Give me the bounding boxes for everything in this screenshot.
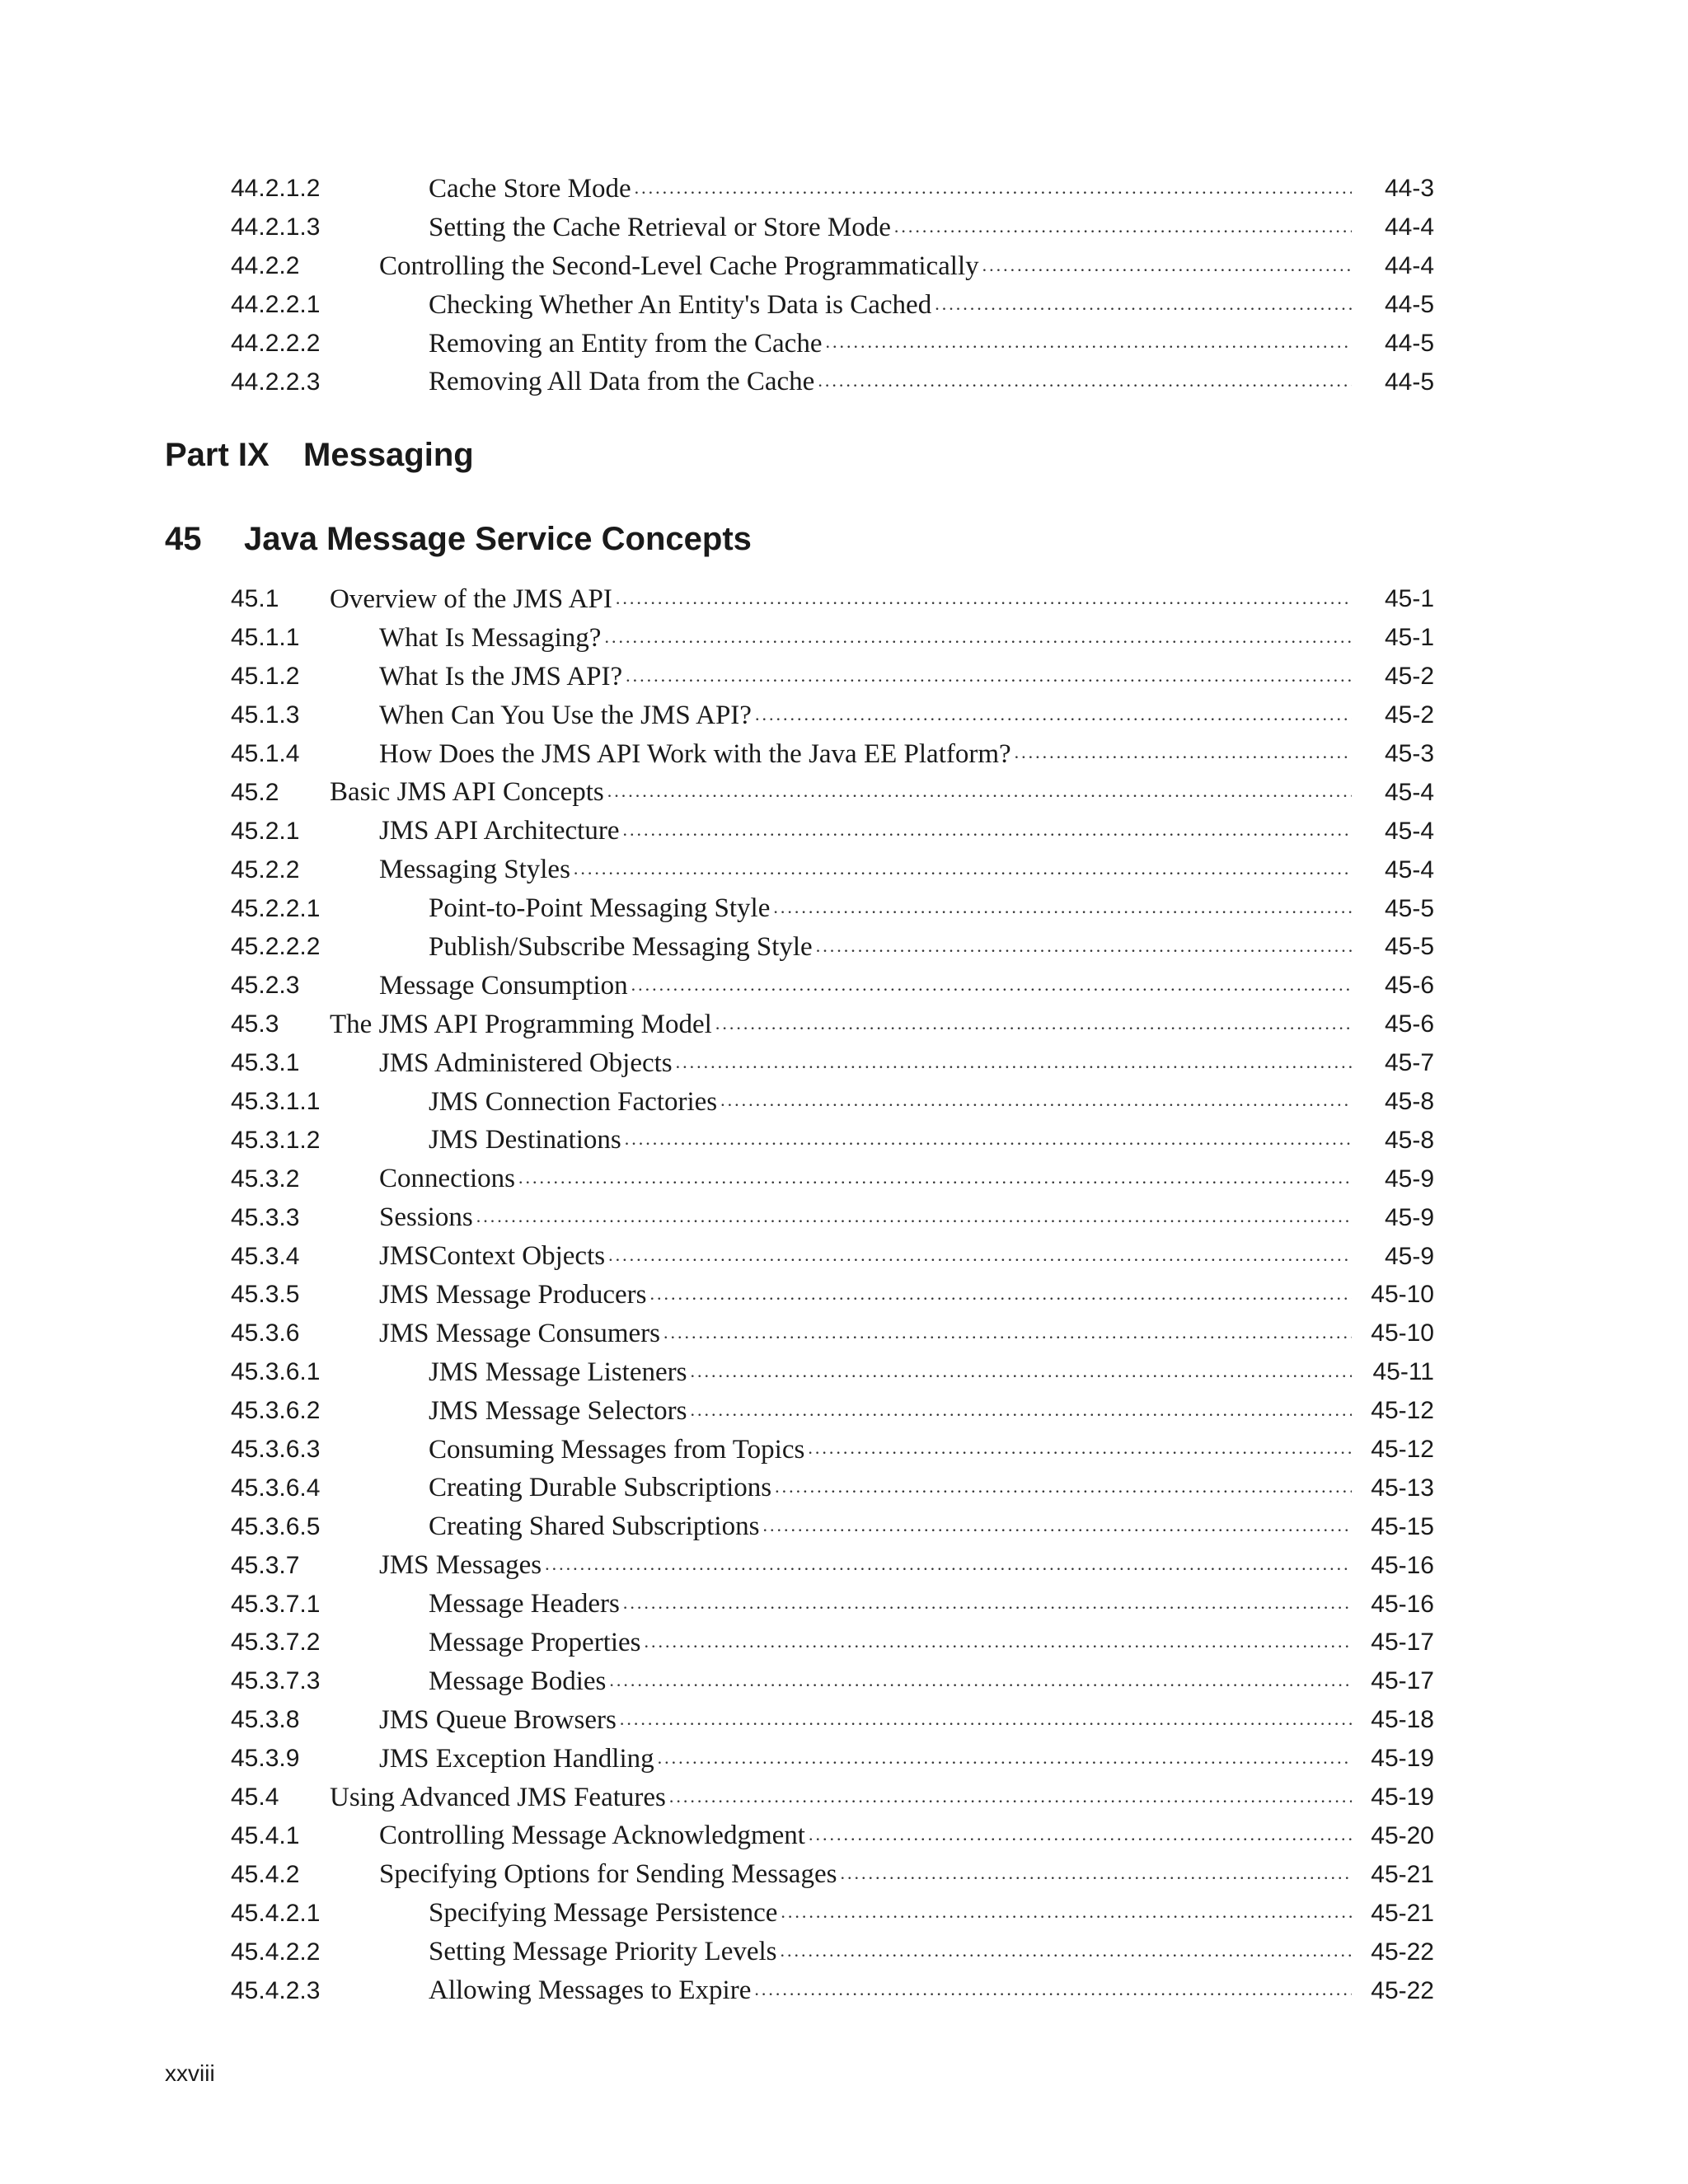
toc-entry-page: 45-4 [1384, 778, 1434, 806]
toc-entry-number: 45.1.3 [231, 701, 300, 729]
toc-entry-line [379, 696, 1352, 735]
toc-entry-line [429, 1469, 1352, 1507]
toc-entry-page: 45-18 [1371, 1706, 1434, 1734]
dot-leader [935, 293, 1352, 325]
toc-entry-line [330, 1005, 1352, 1044]
toc-entry-number: 45.4.2.3 [231, 1976, 321, 2004]
toc-entry-title: Creating Shared Subscriptions [429, 1511, 762, 1542]
toc-entry[interactable] [231, 1971, 1434, 2010]
toc-entry-line [429, 889, 1352, 928]
toc-entry-title: Message Bodies [429, 1666, 609, 1697]
toc-entry[interactable] [231, 1933, 1434, 1971]
dot-leader [574, 858, 1352, 889]
toc-entry[interactable] [231, 247, 1434, 286]
dot-leader [809, 1824, 1352, 1855]
toc-entry-page: 45-2 [1384, 663, 1434, 691]
toc-entry-number: 44.2.2.2 [231, 330, 321, 357]
toc-entry-page: 45-22 [1371, 1976, 1434, 2004]
toc-entry[interactable] [231, 1701, 1434, 1740]
toc-entry-line [429, 170, 1352, 209]
toc-entry-line [429, 1507, 1352, 1546]
toc-entry-line [429, 1624, 1352, 1662]
dot-leader [669, 1786, 1352, 1817]
toc-entry-title: JMS API Architecture [379, 816, 622, 846]
toc-entry-title: Messaging Styles [379, 855, 574, 885]
toc-entry-title: Overview of the JMS API [330, 584, 616, 615]
toc-entry[interactable] [231, 851, 1434, 889]
dot-leader [649, 1283, 1352, 1315]
toc-entry-number: 45.2.2 [231, 855, 300, 883]
toc-entry-title: Message Headers [429, 1589, 623, 1619]
toc-entry-title: Connections [379, 1164, 518, 1194]
toc-entry-title: JMS Message Listeners [429, 1357, 690, 1388]
chapter-number: 45 [165, 521, 202, 557]
toc-entry-title: Using Advanced JMS Features [330, 1783, 669, 1813]
toc-entry[interactable] [231, 928, 1434, 967]
dot-leader [609, 1670, 1352, 1701]
toc-entry[interactable] [231, 209, 1434, 247]
toc-entry-line [429, 1121, 1352, 1160]
dot-leader [604, 626, 1352, 658]
dot-leader [781, 1901, 1352, 1933]
chapter-title: Java Message Service Concepts [244, 521, 752, 557]
toc-entry-page: 45-6 [1384, 1010, 1434, 1038]
toc-entry-page: 45-16 [1371, 1551, 1434, 1579]
dot-leader [658, 1747, 1352, 1779]
toc-entry-page: 45-5 [1384, 894, 1434, 922]
dot-leader [607, 780, 1352, 812]
toc-entry-number: 45.3.7.3 [231, 1667, 321, 1695]
toc-entry-number: 45.3.7.2 [231, 1629, 321, 1657]
toc-entry[interactable] [231, 658, 1434, 696]
toc-entry-page: 45-17 [1371, 1629, 1434, 1657]
dot-leader [715, 1013, 1352, 1044]
dot-leader [818, 370, 1352, 401]
toc-entry[interactable] [231, 1005, 1434, 1044]
toc-entry-number: 44.2.2.3 [231, 368, 321, 396]
dot-leader [808, 1437, 1352, 1469]
toc-entry-page: 45-15 [1371, 1512, 1434, 1540]
toc-entry-line [379, 1315, 1352, 1353]
toc-entry-title: How Does the JMS API Work with the Java EE Platform? [379, 739, 1015, 770]
toc-entry-page: 45-10 [1371, 1281, 1434, 1309]
toc-entry-title: JMS Message Selectors [429, 1396, 690, 1427]
toc-entry[interactable] [231, 1624, 1434, 1662]
dot-leader [545, 1554, 1352, 1585]
toc-entry[interactable] [231, 1740, 1434, 1779]
toc-entry-title: Removing an Entity from the Cache [429, 329, 825, 359]
dot-leader [755, 704, 1352, 735]
toc-entry[interactable] [231, 1817, 1434, 1856]
toc-entry-title: JMS Messages [379, 1550, 545, 1581]
toc-entry-line [379, 1855, 1352, 1894]
dot-leader [663, 1322, 1352, 1353]
toc-entry-line [429, 1083, 1352, 1122]
toc-entry-line [379, 1237, 1352, 1276]
toc-entry-number: 45.1 [231, 585, 279, 613]
toc-entry-page: 44-3 [1384, 175, 1434, 203]
toc-entry-page: 45-20 [1371, 1821, 1434, 1849]
toc-entry-page: 45-12 [1371, 1436, 1434, 1464]
toc-entry-line [379, 967, 1352, 1005]
toc-entry-page: 45-7 [1384, 1049, 1434, 1077]
toc-entry[interactable] [231, 580, 1434, 619]
page-folio: xxviii [165, 2060, 215, 2086]
toc-entry[interactable] [231, 696, 1434, 735]
dot-leader [816, 935, 1352, 967]
toc-entry-line [379, 1044, 1352, 1083]
toc-entry-title: What Is Messaging? [379, 623, 604, 654]
toc-entry-line [429, 1431, 1352, 1469]
toc-entry-page: 45-1 [1384, 585, 1434, 613]
toc-entry-page: 45-5 [1384, 933, 1434, 961]
toc-entry-title: Consuming Messages from Topics [429, 1435, 808, 1465]
dot-leader [518, 1167, 1352, 1198]
toc-entry-page: 45-17 [1371, 1667, 1434, 1695]
toc-entry-page: 45-1 [1384, 624, 1434, 652]
toc-entry-title: Specifying Options for Sending Messages [379, 1859, 840, 1890]
toc-entry-title: Publish/Subscribe Messaging Style [429, 932, 816, 963]
toc-entry[interactable] [231, 1431, 1434, 1469]
toc-entry-page: 45-16 [1371, 1590, 1434, 1618]
toc-entry-line [429, 325, 1352, 363]
dot-leader [631, 974, 1352, 1005]
toc-entry-line [379, 658, 1352, 696]
toc-entry[interactable] [231, 325, 1434, 363]
toc-entry[interactable] [231, 286, 1434, 325]
dot-leader [608, 1244, 1352, 1276]
toc-entry[interactable] [231, 1894, 1434, 1933]
toc-entry-line [379, 735, 1352, 774]
toc-entry-page: 45-4 [1384, 817, 1434, 845]
toc-entry-number: 45.3.8 [231, 1706, 300, 1734]
toc-entry[interactable] [231, 1779, 1434, 1817]
toc-entry-title: Checking Whether An Entity's Data is Cached [429, 290, 935, 321]
dot-leader [690, 1399, 1352, 1431]
toc-entry-line [429, 286, 1352, 325]
toc-entry-page: 45-9 [1384, 1203, 1434, 1231]
toc-entry[interactable] [231, 1083, 1434, 1122]
dot-leader [720, 1090, 1352, 1121]
toc-entry-line [429, 1933, 1352, 1971]
toc-entry-title: JMS Administered Objects [379, 1048, 676, 1079]
toc-entry-number: 44.2.1.3 [231, 213, 321, 241]
toc-entry[interactable] [231, 1237, 1434, 1276]
toc-entry-page: 45-12 [1371, 1397, 1434, 1425]
toc-entry-line [429, 928, 1352, 967]
toc-entry-number: 45.3.9 [231, 1745, 300, 1773]
toc-entry-line [379, 247, 1352, 286]
toc-entry-number: 44.2.1.2 [231, 175, 321, 203]
toc-entry-page: 44-5 [1384, 330, 1434, 357]
toc-entry[interactable] [231, 1392, 1434, 1431]
toc-entry-page: 45-2 [1384, 701, 1434, 729]
part-title: Messaging [303, 437, 474, 473]
toc-entry[interactable] [231, 1855, 1434, 1894]
toc-entry-number: 45.2 [231, 778, 279, 806]
toc-entry[interactable] [231, 1507, 1434, 1546]
toc-entry-line [379, 1701, 1352, 1740]
toc-entry-number: 45.3 [231, 1010, 279, 1038]
toc-entry-line [379, 1276, 1352, 1315]
toc-entry-title: JMS Queue Browsers [379, 1705, 620, 1736]
toc-entry-page: 45-9 [1384, 1165, 1434, 1193]
dot-leader [690, 1361, 1352, 1392]
toc-entry-title: Cache Store Mode [429, 174, 635, 204]
toc-entry[interactable] [231, 170, 1434, 209]
dot-leader [676, 1052, 1352, 1083]
toc-entry-title: Removing All Data from the Cache [429, 367, 818, 397]
toc-entry-title: JMS Connection Factories [429, 1087, 720, 1118]
toc-entry-number: 45.3.6.3 [231, 1436, 321, 1464]
toc-entry-number: 45.3.7.1 [231, 1590, 321, 1618]
toc-entry-number: 45.1.2 [231, 663, 300, 691]
dot-leader [762, 1515, 1352, 1546]
dot-leader [825, 331, 1352, 363]
toc-entry[interactable] [231, 1276, 1434, 1315]
toc-entry[interactable] [231, 619, 1434, 658]
toc-entry-number: 45.4.2.1 [231, 1899, 321, 1927]
toc-entry-number: 45.3.1.1 [231, 1088, 321, 1116]
toc-entry-title: Allowing Messages to Expire [429, 1975, 754, 2006]
toc-entry[interactable] [231, 1121, 1434, 1160]
toc-entry-page: 45-11 [1372, 1358, 1434, 1386]
toc-entry-line [379, 1160, 1352, 1198]
toc-entry-title: Setting Message Priority Levels [429, 1937, 781, 1967]
toc-entry-title: JMS Message Consumers [379, 1319, 663, 1349]
toc-entry-number: 45.2.2.1 [231, 894, 321, 922]
toc-entry-line [330, 580, 1352, 619]
toc-entry-title: Specifying Message Persistence [429, 1898, 781, 1929]
toc-entry-page: 45-6 [1384, 972, 1434, 1000]
toc-entry[interactable] [231, 363, 1434, 401]
toc-entry-page: 44-4 [1384, 213, 1434, 241]
toc-entry-number: 45.3.2 [231, 1165, 300, 1193]
toc-entry[interactable] [231, 1198, 1434, 1237]
toc-entry-page: 45-10 [1371, 1319, 1434, 1347]
toc-entry-number: 45.3.7 [231, 1551, 300, 1579]
toc-entry-line [429, 209, 1352, 247]
toc-entry-line [429, 363, 1352, 401]
toc-entry-title: Creating Durable Subscriptions [429, 1473, 775, 1503]
toc-entry-title: JMSContext Objects [379, 1241, 608, 1272]
toc-entry-number: 45.3.6.1 [231, 1358, 321, 1386]
toc-entry-line [379, 1546, 1352, 1585]
toc-entry[interactable] [231, 1469, 1434, 1507]
dot-leader [623, 1592, 1352, 1624]
toc-entry[interactable] [231, 1585, 1434, 1624]
toc-entry-number: 45.3.1.2 [231, 1126, 321, 1154]
chapter-heading [165, 521, 752, 558]
toc-entry-line [429, 1353, 1352, 1392]
dot-leader [773, 897, 1352, 928]
toc-entry-page: 44-5 [1384, 291, 1434, 319]
toc-entry-page: 45-4 [1384, 855, 1434, 883]
toc-entry-number: 44.2.2.1 [231, 291, 321, 319]
toc-entry-line [330, 1779, 1352, 1817]
toc-entry-line [379, 1198, 1352, 1237]
toc-entry-title: When Can You Use the JMS API? [379, 701, 755, 731]
toc-entry[interactable] [231, 1353, 1434, 1392]
toc-entry-title: JMS Exception Handling [379, 1744, 658, 1774]
toc-entry-title: Controlling the Second-Level Cache Programmatically [379, 251, 982, 282]
dot-leader [622, 819, 1352, 851]
toc-entry-number: 45.3.6 [231, 1319, 300, 1347]
part-heading [165, 437, 474, 474]
toc-entry-number: 45.3.4 [231, 1242, 300, 1270]
toc-entry-page: 45-21 [1371, 1899, 1434, 1927]
toc-entry[interactable] [231, 889, 1434, 928]
toc-entry-title: Point-to-Point Messaging Style [429, 893, 773, 924]
toc-entry[interactable] [231, 735, 1434, 774]
toc-entry-number: 45.2.2.2 [231, 933, 321, 961]
toc-entry-number: 45.4.2 [231, 1860, 300, 1888]
dot-leader [1015, 742, 1352, 773]
toc-entry-number: 45.4.1 [231, 1821, 300, 1849]
toc-entry-title: Sessions [379, 1202, 476, 1233]
toc-entry-number: 45.3.1 [231, 1049, 300, 1077]
toc-entry-number: 45.3.6.4 [231, 1474, 321, 1502]
toc-entry-title: JMS Destinations [429, 1125, 625, 1155]
toc-entry-page: 45-9 [1384, 1242, 1434, 1270]
toc-entry-line [429, 1894, 1352, 1933]
dot-leader [476, 1206, 1352, 1237]
toc-entry-line [429, 1585, 1352, 1624]
toc-entry-title: Basic JMS API Concepts [330, 777, 607, 808]
toc-entry-page: 45-21 [1371, 1860, 1434, 1888]
toc-entry-page: 45-3 [1384, 740, 1434, 767]
toc-entry-number: 45.3.6.2 [231, 1397, 321, 1425]
toc-entry-number: 45.3.3 [231, 1203, 300, 1231]
toc-entry-page: 45-19 [1371, 1745, 1434, 1773]
toc-entry-line [429, 1392, 1352, 1431]
toc-entry-page: 45-22 [1371, 1938, 1434, 1966]
dot-leader [840, 1863, 1352, 1894]
toc-entry-number: 45.3.5 [231, 1281, 300, 1309]
toc-entry[interactable] [231, 1662, 1434, 1701]
toc-entry-line [330, 773, 1352, 812]
toc-entry-title: Controlling Message Acknowledgment [379, 1821, 809, 1851]
toc-entry-number: 45.4.2.2 [231, 1938, 321, 1966]
toc-entry-number: 45.3.6.5 [231, 1512, 321, 1540]
toc-entry-page: 45-8 [1384, 1126, 1434, 1154]
toc-entry-title: Message Consumption [379, 971, 631, 1001]
toc-entry-number: 45.4 [231, 1783, 279, 1811]
dot-leader [616, 588, 1352, 619]
toc-entry-title: Setting the Cache Retrieval or Store Mode [429, 213, 894, 243]
dot-leader [645, 1631, 1352, 1662]
toc-entry-number: 45.2.3 [231, 972, 300, 1000]
toc-entry-page: 44-4 [1384, 252, 1434, 280]
dot-leader [775, 1476, 1352, 1507]
toc-entry[interactable] [231, 1315, 1434, 1353]
toc-entry-line [379, 851, 1352, 889]
toc-entry[interactable] [231, 1160, 1434, 1198]
toc-entry-title: Message Properties [429, 1628, 645, 1658]
toc-entry-number: 44.2.2 [231, 252, 300, 280]
toc-entry-line [429, 1662, 1352, 1701]
toc-entry[interactable] [231, 1044, 1434, 1083]
toc-entry-page: 45-19 [1371, 1783, 1434, 1811]
dot-leader [894, 216, 1352, 247]
toc-entry[interactable] [231, 967, 1434, 1005]
toc-entry-line [379, 619, 1352, 658]
toc-chapter-list [231, 580, 1434, 2010]
toc-entry-line [379, 812, 1352, 851]
toc-entry-line [429, 1971, 1352, 2010]
toc-entry-line [379, 1740, 1352, 1779]
dot-leader [781, 1940, 1352, 1971]
dot-leader [982, 255, 1352, 286]
toc-entry[interactable] [231, 812, 1434, 851]
toc-entry[interactable] [231, 1546, 1434, 1585]
toc-entry-number: 45.2.1 [231, 817, 300, 845]
toc-continuation-list [231, 170, 1434, 401]
part-label: Part IX [165, 437, 270, 473]
dot-leader [626, 665, 1352, 696]
toc-entry-number: 45.1.4 [231, 740, 300, 767]
toc-entry-number: 45.1.1 [231, 624, 300, 652]
toc-entry[interactable] [231, 773, 1434, 812]
dot-leader [620, 1708, 1352, 1740]
toc-entry-title: What Is the JMS API? [379, 662, 626, 692]
toc-entry-line [379, 1817, 1352, 1856]
toc-entry-title: JMS Message Producers [379, 1280, 649, 1310]
dot-leader [754, 1979, 1352, 2010]
toc-entry-page: 45-13 [1371, 1474, 1434, 1502]
toc-entry-title: The JMS API Programming Model [330, 1010, 715, 1040]
dot-leader [625, 1128, 1352, 1160]
toc-entry-page: 45-8 [1384, 1088, 1434, 1116]
dot-leader [635, 177, 1352, 209]
toc-entry-page: 44-5 [1384, 368, 1434, 396]
